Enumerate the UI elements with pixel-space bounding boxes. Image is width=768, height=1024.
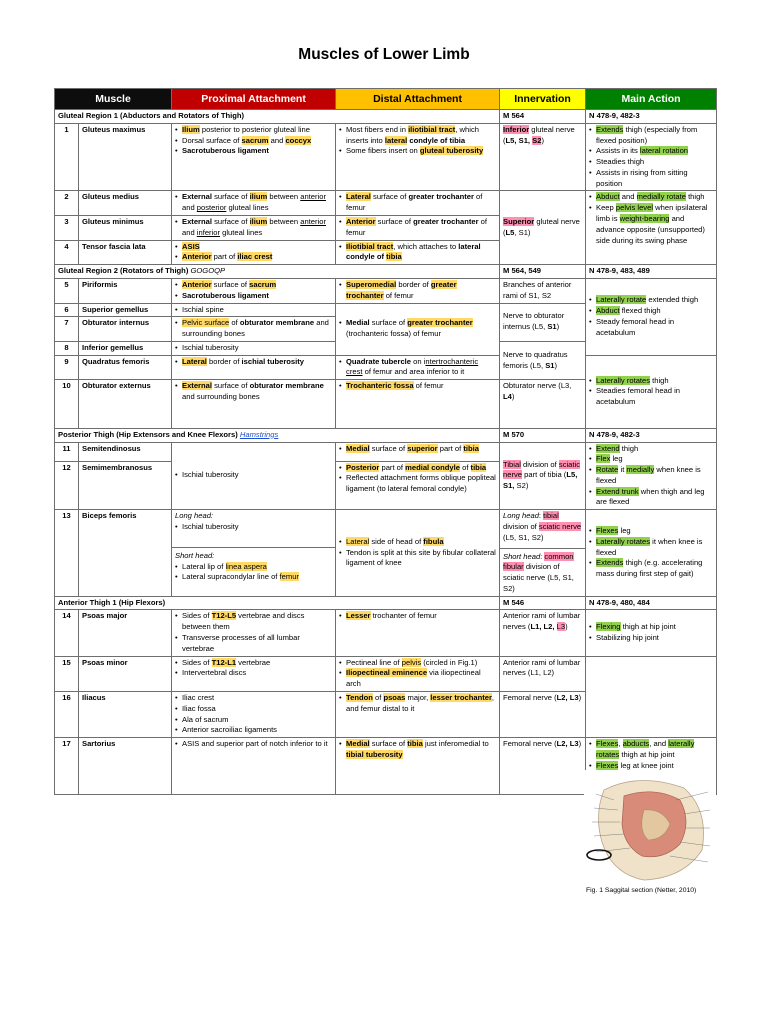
- table-row-gluteus-medius: [55, 191, 717, 216]
- table-row-gluteus-maximus: [55, 123, 717, 191]
- row-number: 8: [55, 341, 79, 355]
- section-ref-m: M 564, 549: [500, 265, 586, 279]
- proximal-cell: Long head: • Ischial tuberosity Short head: • Lateral lip of linea aspera • Lateral supracondylar line of femur: [172, 510, 336, 596]
- action-cell: • Flexes leg • Laterally rotates it when knee is flexed • Extends thigh (e.g. accelerating mass during first step of gait): [586, 510, 717, 596]
- row-number: 9: [55, 355, 79, 380]
- distal-cell: • Posterior part of medial condyle of tibia • Reflected attachment forms oblique popliteal ligament (to lateral femoral condyle): [336, 461, 500, 510]
- section-row-gluteal-1: [55, 110, 717, 124]
- row-number: 1: [55, 123, 79, 191]
- page-title: Muscles of Lower Limb: [298, 46, 470, 63]
- row-number: 14: [55, 610, 79, 656]
- distal-cell: • Tendon of psoas major, lesser trochanter, and femur distal to it: [336, 691, 500, 737]
- muscle-name: Semitendinosus: [79, 442, 172, 461]
- row-number: 7: [55, 317, 79, 342]
- innervation-cell: Superior gluteal nerve (L5, S1): [500, 191, 586, 265]
- proximal-cell: • Ischial spine: [172, 303, 336, 317]
- section-ref-m: M 546: [500, 596, 586, 610]
- proximal-cell: • Sides of T12-L1 vertebrae • Intervertebral discs: [172, 656, 336, 691]
- distal-cell: • Trochanteric fossa of femur: [336, 380, 500, 429]
- muscle-name: Tensor fascia lata: [79, 240, 172, 265]
- distal-cell: • Superomedial border of greater trochanter of femur: [336, 278, 500, 303]
- section-ref-n: N 478-9, 482-3: [586, 428, 717, 442]
- distal-cell: • Lateral surface of greater trochanter of femur: [336, 191, 500, 216]
- row-number: 10: [55, 380, 79, 429]
- muscle-name: Piriformis: [79, 278, 172, 303]
- header-action: Main Action: [586, 89, 717, 110]
- distal-cell: • Lateral side of head of fibula • Tendon is split at this site by fibular collateral ligament of knee: [336, 510, 500, 596]
- proximal-cell: • ASIS • Anterior part of iliac crest: [172, 240, 336, 265]
- proximal-cell: • Iliac crest • Iliac fossa • Ala of sacrum • Anterior sacroiliac ligaments: [172, 691, 336, 737]
- row-number: 13: [55, 510, 79, 596]
- row-number: 12: [55, 461, 79, 510]
- action-cell: • Laterally rotates thigh • Steadies femoral head in acetabulum: [586, 355, 717, 428]
- proximal-cell: • Lateral border of ischial tuberosity: [172, 355, 336, 380]
- muscle-name: Gluteus medius: [79, 191, 172, 216]
- header-innervation: Innervation: [500, 89, 586, 110]
- distal-cell: • Medial surface of greater trochanter (trochanteric fossa) of femur: [336, 303, 500, 355]
- muscle-name: Superior gemellus: [79, 303, 172, 317]
- muscle-name: Biceps femoris: [79, 510, 172, 596]
- row-number: 11: [55, 442, 79, 461]
- table-row-piriformis: [55, 278, 717, 303]
- innervation-cell: Femoral nerve (L2, L3): [500, 691, 586, 737]
- section-title: [55, 428, 500, 442]
- muscle-name: Sartorius: [79, 738, 172, 795]
- table-row-psoas-minor: [55, 656, 717, 691]
- row-number: 2: [55, 191, 79, 216]
- section-mnemonic: GOGOQP: [190, 266, 226, 276]
- table-row-semitendinosus: [55, 442, 717, 461]
- section-row-posterior-thigh: [55, 428, 717, 442]
- distal-cell: • Most fibers end in iliotibial tract, which inserts into lateral condyle of tibia • Some fibers insert on gluteal tuberosity: [336, 123, 500, 191]
- proximal-cell: • Anterior surface of sacrum • Sacrotuberous ligament: [172, 278, 336, 303]
- row-number: 3: [55, 216, 79, 241]
- muscle-name: Gluteus maximus: [79, 123, 172, 191]
- action-cell: • Laterally rotate extended thigh • Abduct flexed thigh • Steady femoral head in acetabulum: [586, 278, 717, 355]
- innervation-cell: Long head: tibial division of sciatic nerve (L5, S1, S2) Short head: common fibular division of sciatic nerve (L5, S1, S2): [500, 510, 586, 596]
- section-title-text: Gluteal Region 2 (Rotators of Thigh): [58, 266, 189, 276]
- distal-cell: • Medial surface of tibia just inferomedial to tibial tuberosity: [336, 738, 500, 795]
- muscle-name: Iliacus: [79, 691, 172, 737]
- proximal-cell: • ASIS and superior part of notch inferior to it: [172, 738, 336, 795]
- muscle-name: Psoas major: [79, 610, 172, 656]
- proximal-cell: • External surface of obturator membrane and surrounding bones: [172, 380, 336, 429]
- section-ref-m: M 570: [500, 428, 586, 442]
- row-number: 17: [55, 738, 79, 795]
- distal-cell: • Iliotibial tract, which attaches to lateral condyle of tibia: [336, 240, 500, 265]
- innervation-cell: Obturator nerve (L3, L4): [500, 380, 586, 429]
- innervation-cell: Anterior rami of lumbar nerves (L1, L2): [500, 656, 586, 691]
- distal-cell: • Anterior surface of greater trochanter of femur: [336, 216, 500, 241]
- innervation-cell: Inferior gluteal nerve (L5, S1, S2): [500, 123, 586, 191]
- innervation-cell: Tibial division of sciatic nerve part of tibia (L5, S1, S2): [500, 442, 586, 510]
- proximal-cell: • Pelvic surface of obturator membrane and surrounding bones: [172, 317, 336, 342]
- proximal-cell: • Sides of T12-L5 vertebrae and discs between them • Transverse processes of all lumbar vertebrae: [172, 610, 336, 656]
- proximal-cell: • Ilium posterior to posterior gluteal line • Dorsal surface of sacrum and coccyx • Sacrotuberous ligament: [172, 123, 336, 191]
- section-ref-n: N 478-9, 480, 484: [586, 596, 717, 610]
- distal-cell: • Medial surface of superior part of tibia: [336, 442, 500, 461]
- action-cell-figure-area: [586, 656, 717, 737]
- innervation-cell: Nerve to obturator internus (L5, S1): [500, 303, 586, 341]
- proximal-cell: • External surface of ilium between anterior and inferior gluteal lines: [172, 216, 336, 241]
- section-row-anterior-thigh-1: [55, 596, 717, 610]
- row-number: 5: [55, 278, 79, 303]
- section-ref-m: M 564: [500, 110, 586, 124]
- sagittal-section-figure: [584, 770, 716, 905]
- innervation-cell: Femoral nerve (L2, L3): [500, 738, 586, 795]
- action-cell: • Extends thigh (especially from flexed position) • Assists in its lateral rotation • Steadies thigh • Assists in rising from sitting position: [586, 123, 717, 191]
- muscle-table: [54, 88, 717, 795]
- section-title: [55, 265, 500, 279]
- table-row-quadratus-femoris: [55, 355, 717, 380]
- figure-caption: Fig. 1 Saggital section (Netter, 2010): [586, 887, 697, 894]
- header-proximal: Proximal Attachment: [172, 89, 336, 110]
- header-row: [55, 89, 717, 110]
- section-ref-n: N 478-9, 482-3: [586, 110, 717, 124]
- distal-cell: • Quadrate tubercle on intertrochanteric crest of femur and area inferior to it: [336, 355, 500, 380]
- action-cell: • Extend thigh • Flex leg • Rotate it medially when knee is flexed • Extend trunk when thigh and leg are flexed: [586, 442, 717, 510]
- proximal-cell: • Ischial tuberosity: [172, 341, 336, 355]
- section-hamstrings-link[interactable]: Hamstrings: [239, 429, 279, 439]
- proximal-cell: • Ischial tuberosity: [172, 442, 336, 510]
- section-title-text: Posterior Thigh (Hip Extensors and Knee Flexors): [58, 429, 238, 439]
- action-cell: • Abduct and medially rotate thigh • Keep pelvis level when ipsilateral limb is weight-bearing and advance opposite (unsupported) side during its swing phase: [586, 191, 717, 265]
- row-number: 4: [55, 240, 79, 265]
- header-distal: Distal Attachment: [336, 89, 500, 110]
- proximal-cell: • External surface of ilium between anterior and posterior gluteal lines: [172, 191, 336, 216]
- section-title: Gluteal Region 1 (Abductors and Rotators of Thigh): [55, 110, 500, 124]
- section-title: Anterior Thigh 1 (Hip Flexors): [55, 596, 500, 610]
- header-muscle: Muscle: [55, 89, 172, 110]
- muscle-name: Gluteus minimus: [79, 216, 172, 241]
- distal-cell: • Lesser trochanter of femur: [336, 610, 500, 656]
- innervation-cell: Nerve to quadratus femoris (L5, S1): [500, 341, 586, 379]
- row-number: 6: [55, 303, 79, 317]
- distal-cell: • Pectineal line of pelvis (circled in Fig.1) • Iliopectineal eminence via iliopectineal arch: [336, 656, 500, 691]
- action-cell: • Flexes, abducts, and laterally rotates thigh at hip joint • Flexes leg at knee joint •: [586, 738, 717, 795]
- section-ref-n: N 478-9, 483, 489: [586, 265, 717, 279]
- action-cell: • Flexing thigh at hip joint • Stabilizing hip joint: [586, 610, 717, 656]
- row-number: 16: [55, 691, 79, 737]
- innervation-cell: Branches of anterior rami of S1, S2: [500, 278, 586, 303]
- section-row-gluteal-2: [55, 265, 717, 279]
- innervation-cell: Anterior rami of lumbar nerves (L1, L2, L3): [500, 610, 586, 656]
- muscle-name: Obturator externus: [79, 380, 172, 429]
- sagittal-section-illustration: [584, 770, 716, 885]
- muscle-name: Inferior gemellus: [79, 341, 172, 355]
- muscle-name: Quadratus femoris: [79, 355, 172, 380]
- row-number: 15: [55, 656, 79, 691]
- table-row-psoas-major: [55, 610, 717, 656]
- muscle-name: Semimembranosus: [79, 461, 172, 510]
- muscle-name: Psoas minor: [79, 656, 172, 691]
- table-row-biceps-femoris: [55, 510, 717, 596]
- muscle-name: Obturator internus: [79, 317, 172, 342]
